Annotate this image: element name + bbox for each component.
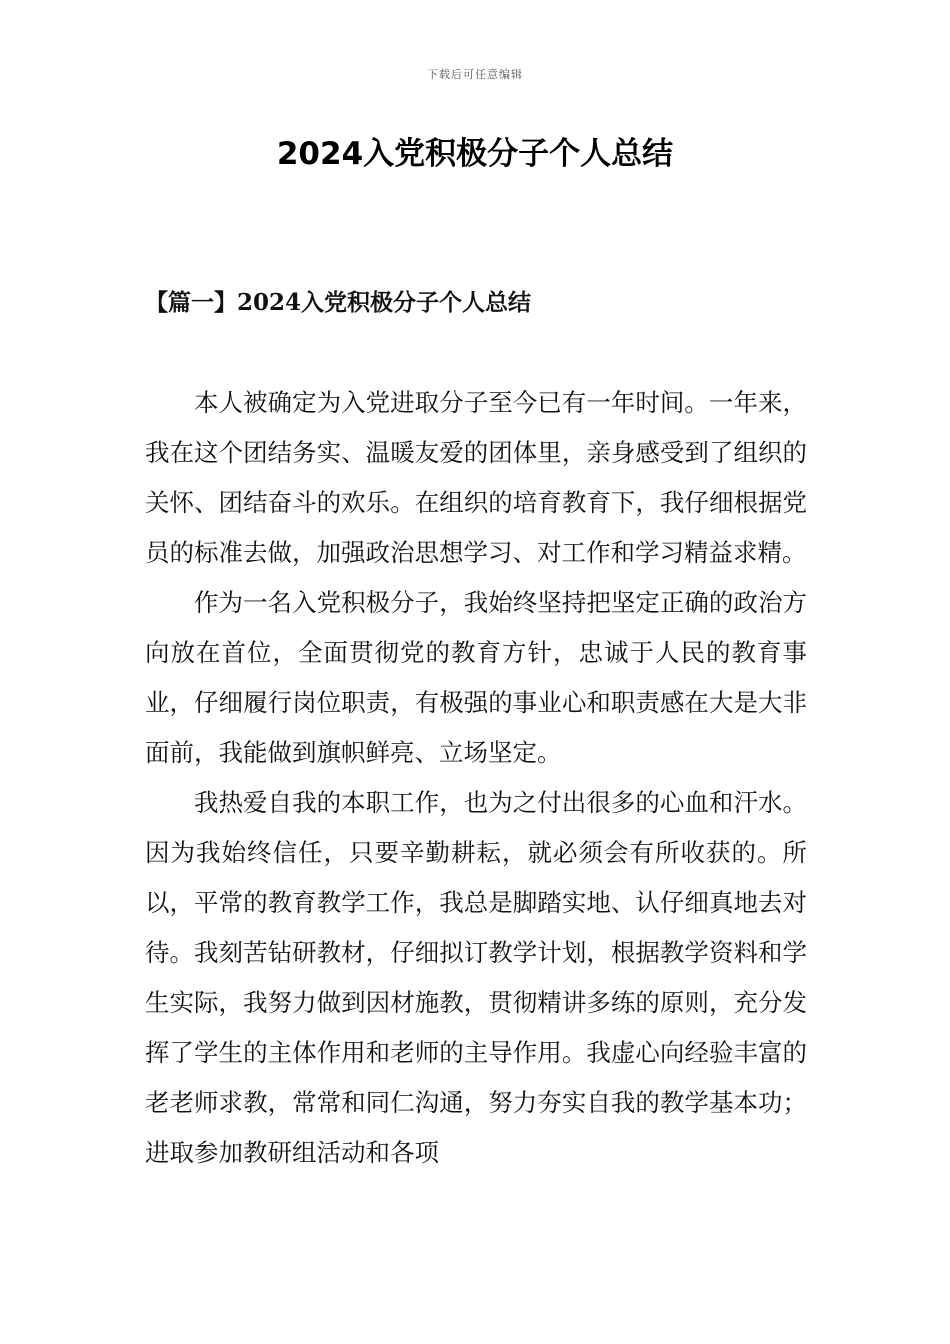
body-text	[145, 378, 807, 1178]
paragraph: 作为一名入党积极分子，我始终坚持把坚定正确的政治方向放在首位，全面贯彻党的教育方针，忠诚于人民的教育事业，仔细履行岗位职责，有极强的事业心和职责感在大是大非面前，我能做到旗帜鲜亮、立场坚定。	[145, 588, 807, 767]
header-note: 下载后可任意编辑	[427, 68, 523, 81]
paragraph: 我热爱自我的本职工作，也为之付出很多的心血和汗水。因为我始终信任，只要辛勤耕耘，就必须会有所收获的。所以，平常的教育教学工作，我总是脚踏实地、认仔细真地去对待。我刻苦钻研教材，仔细拟订教学计划，根据教学资料和学生实际，我努力做到因材施教，贯彻精讲多练的原则，充分发挥了学生的主体作用和老师的主导作用。我虚心向经验丰富的老老师求教，常常和同仁沟通，努力夯实自我的教学基本功；进取参加教研组活动和各项	[145, 788, 807, 1167]
section-heading: 【篇一】2024入党积极分子个人总结	[145, 289, 532, 316]
document-title: 2024入党积极分子个人总结	[276, 136, 674, 172]
paragraph: 本人被确定为入党进取分子至今已有一年时间。一年来，我在这个团结务实、温暖友爱的团体里，亲身感受到了组织的关怀、团结奋斗的欢乐。在组织的培育教育下，我仔细根据党员的标准去做，加强政治思想学习、对工作和学习精益求精。	[145, 388, 807, 567]
